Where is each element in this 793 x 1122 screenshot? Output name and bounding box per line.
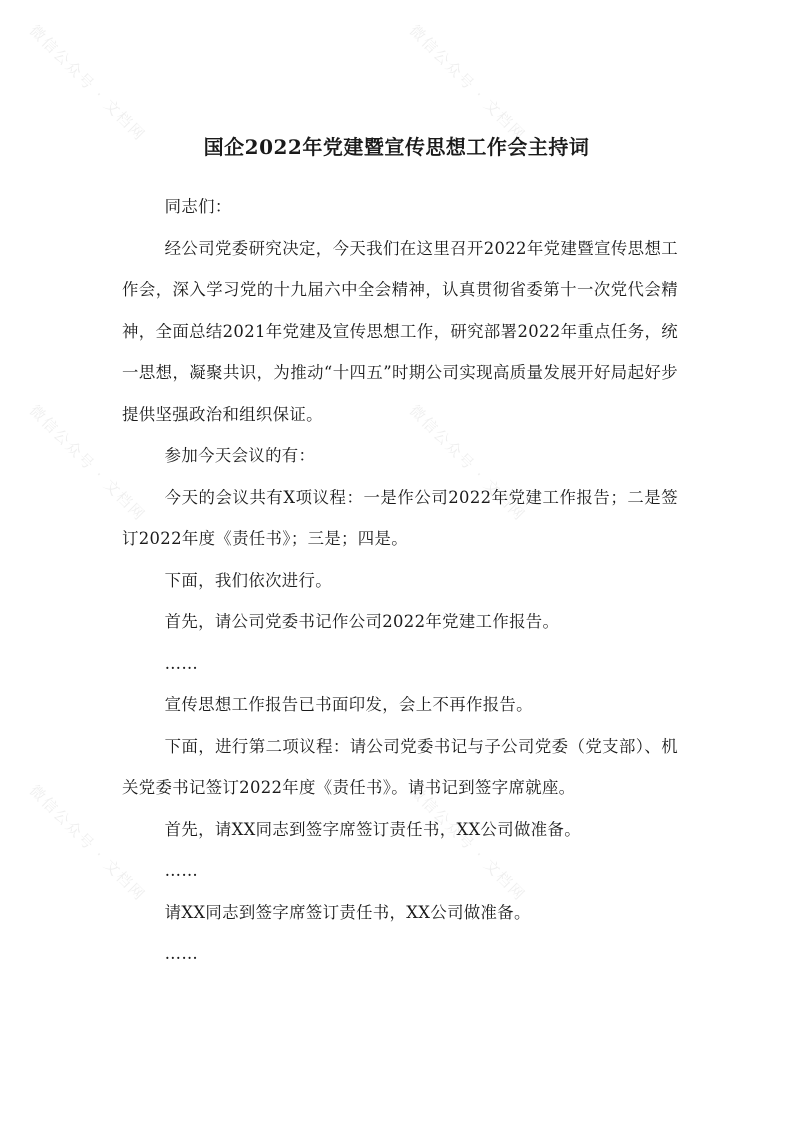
- paragraph-ellipsis: ……: [164, 944, 199, 963]
- paragraph-agenda: 今天的会议共有X项议程：一是作公司2022年党建工作报告；二是签订2022年度《责任书》；三是；四是。: [122, 487, 678, 548]
- paragraph-ellipsis: ……: [164, 653, 199, 673]
- watermark-text: 微信公众号 · 文档网: [25, 21, 150, 145]
- document-body: [122, 186, 678, 975]
- paragraph-report-note: 宣传思想工作报告已书面印发，会上不再作报告。: [164, 695, 533, 714]
- paragraph-first-item: 首先，请公司党委书记作公司2022年党建工作报告。: [164, 612, 560, 631]
- paragraph-ellipsis: ……: [164, 861, 199, 880]
- paragraph-attendees: 参加今天会议的有：: [164, 446, 316, 465]
- watermark-text: 微信公众号 · 文档网: [405, 21, 530, 145]
- paragraph-proceed: 下面，我们依次进行。: [164, 570, 333, 590]
- watermark-text: 微信公众号 · 文档网: [405, 401, 530, 525]
- document-title: 国企2022年党建暨宣传思想工作会主持词: [203, 135, 590, 159]
- watermark-text: 微信公众号 · 文档网: [25, 781, 150, 905]
- watermark-text: 微信公众号 · 文档网: [405, 781, 530, 905]
- paragraph-opening: 经公司党委研究决定，今天我们在这里召开2022年党建暨宣传思想工作会，深入学习党的十九届六中全会精神，认真贯彻省委第十一次党代会精神，全面总结2021年党建及宣传思想工作，研究部署2022年重点任务，统一思想，凝聚共识，为推动“十四五”时期公司实现高质量发展开好局起好步提供坚强政治和组织保证。: [122, 238, 678, 424]
- paragraph-signing-next: 请XX同志到签字席签订责任书，XX公司做准备。: [164, 902, 531, 922]
- paragraph-second-item: 下面，进行第二项议程：请公司党委书记与子公司党委（党支部）、机关党委书记签订2022年度《责任书》。请书记到签字席就座。: [122, 736, 678, 797]
- paragraph-salutation: 同志们：: [164, 197, 232, 216]
- watermark-text: 微信公众号 · 文档网: [25, 401, 150, 525]
- paragraph-signing-first: 首先，请XX同志到签字席签订责任书，XX公司做准备。: [164, 819, 581, 839]
